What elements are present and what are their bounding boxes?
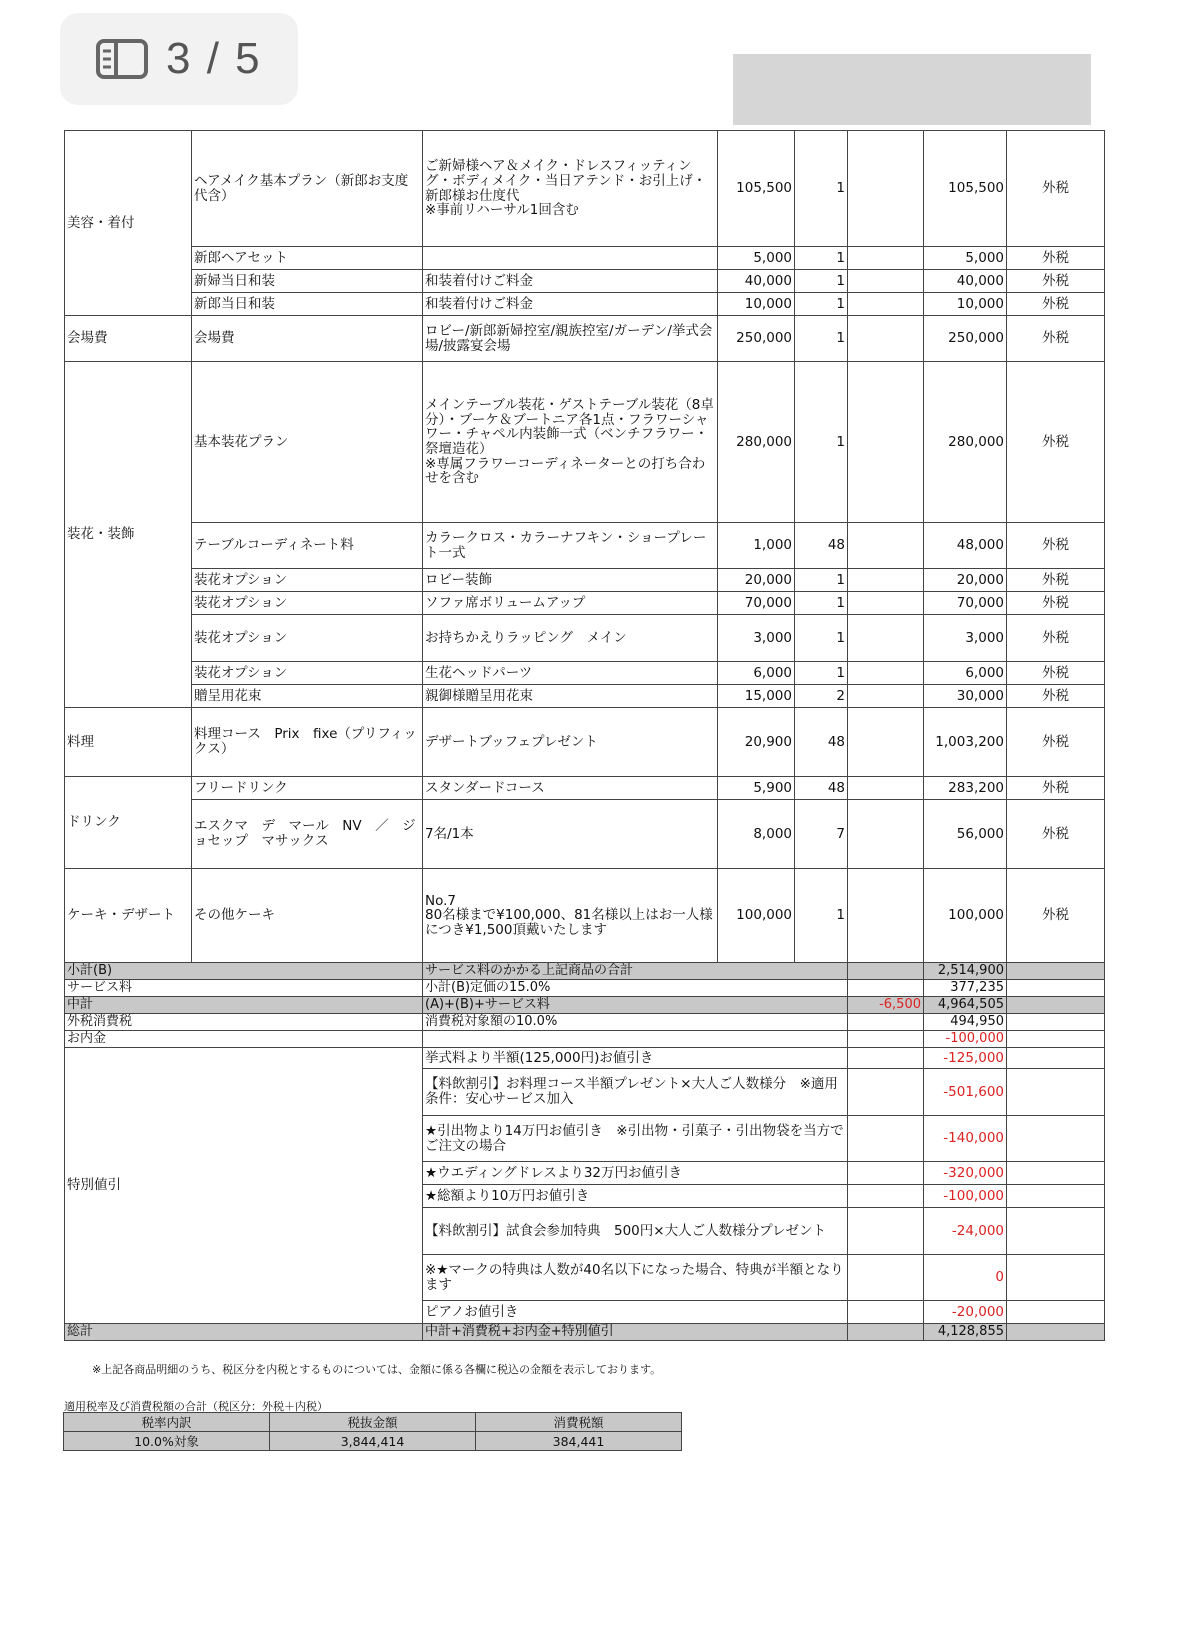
item-name-cell: フリードリンク bbox=[192, 777, 423, 800]
amount-cell: 70,000 bbox=[924, 592, 1007, 615]
tax-note: ※上記各商品明細のうち、税区分を内税とするものについては、金額に係る各欄に税込の金額を表示しております。 bbox=[92, 1363, 662, 1376]
page-indicator[interactable] bbox=[60, 13, 298, 105]
summary-amount: 494,950 bbox=[924, 1014, 1007, 1031]
discount-desc: ピアノお値引き bbox=[423, 1301, 848, 1324]
adjustment-cell bbox=[848, 569, 924, 592]
summary-empty bbox=[1007, 997, 1105, 1014]
summary-desc bbox=[423, 1031, 848, 1048]
item-desc-cell: ロビー/新郎新婦控室/親族控室/ガーデン/挙式会場/披露宴会場 bbox=[423, 316, 718, 362]
amount-cell: 48,000 bbox=[924, 523, 1007, 569]
summary-desc: 小計(B)定価の15.0% bbox=[423, 980, 848, 997]
tax-type-cell: 外税 bbox=[1007, 569, 1105, 592]
adjustment-cell bbox=[848, 131, 924, 247]
item-name-cell: 装花オプション bbox=[192, 615, 423, 662]
amount-cell: 105,500 bbox=[924, 131, 1007, 247]
quantity-cell: 2 bbox=[795, 685, 848, 708]
summary-adjustment bbox=[848, 1014, 924, 1031]
total-adjustment bbox=[848, 1324, 924, 1341]
item-name-cell: 新郎ヘアセット bbox=[192, 247, 423, 270]
discount-amount: -100,000 bbox=[924, 1185, 1007, 1208]
discount-amount: -140,000 bbox=[924, 1116, 1007, 1162]
tax-header: 税率内訳 bbox=[64, 1413, 270, 1432]
discount-desc: ★引出物より14万円お値引き ※引出物・引菓子・引出物袋を当方でご注文の場合 bbox=[423, 1116, 848, 1162]
total-desc: 中計+消費税+お内金+特別値引 bbox=[423, 1324, 848, 1341]
summary-label: お内金 bbox=[65, 1031, 423, 1048]
tax-type-cell: 外税 bbox=[1007, 869, 1105, 963]
item-name-cell: 装花オプション bbox=[192, 662, 423, 685]
unit-price-cell: 70,000 bbox=[718, 592, 795, 615]
adjustment-cell bbox=[848, 777, 924, 800]
item-desc-cell: ソファ席ボリュームアップ bbox=[423, 592, 718, 615]
category-cell: 料理 bbox=[65, 708, 192, 777]
line-item-row bbox=[65, 362, 1105, 523]
unit-price-cell: 20,000 bbox=[718, 569, 795, 592]
summary-adjustment bbox=[848, 980, 924, 997]
tax-cell: 384,441 bbox=[476, 1432, 682, 1451]
item-name-cell: 料理コース Prix fixe（プリフィックス） bbox=[192, 708, 423, 777]
line-item-row bbox=[65, 569, 1105, 592]
summary-row bbox=[65, 997, 1105, 1014]
unit-price-cell: 15,000 bbox=[718, 685, 795, 708]
unit-price-cell: 250,000 bbox=[718, 316, 795, 362]
summary-row bbox=[65, 963, 1105, 980]
discount-adjustment bbox=[848, 1069, 924, 1116]
discount-desc: ★ウエディングドレスより32万円お値引き bbox=[423, 1162, 848, 1185]
item-name-cell: ヘアメイク基本プラン（新郎お支度代含） bbox=[192, 131, 423, 247]
unit-price-cell: 100,000 bbox=[718, 869, 795, 963]
summary-adjustment bbox=[848, 963, 924, 980]
item-desc-cell: ロビー装飾 bbox=[423, 569, 718, 592]
line-item-row bbox=[65, 293, 1105, 316]
adjustment-cell bbox=[848, 592, 924, 615]
adjustment-cell bbox=[848, 708, 924, 777]
discount-amount: -20,000 bbox=[924, 1301, 1007, 1324]
line-item-row bbox=[65, 662, 1105, 685]
total-row bbox=[65, 1324, 1105, 1341]
unit-price-cell: 5,900 bbox=[718, 777, 795, 800]
quantity-cell: 1 bbox=[795, 869, 848, 963]
tax-type-cell: 外税 bbox=[1007, 523, 1105, 569]
item-desc-cell: デザートブッフェプレゼント bbox=[423, 708, 718, 777]
item-desc-cell: 生花ヘッドパーツ bbox=[423, 662, 718, 685]
adjustment-cell bbox=[848, 869, 924, 963]
item-name-cell: 新婦当日和装 bbox=[192, 270, 423, 293]
adjustment-cell bbox=[848, 316, 924, 362]
discount-adjustment bbox=[848, 1048, 924, 1069]
discount-adjustment bbox=[848, 1301, 924, 1324]
item-desc-cell: スタンダードコース bbox=[423, 777, 718, 800]
discount-empty bbox=[1007, 1255, 1105, 1301]
item-name-cell: その他ケーキ bbox=[192, 869, 423, 963]
summary-label: 小計(B) bbox=[65, 963, 423, 980]
item-desc-cell: お持ちかえりラッピング メイン bbox=[423, 615, 718, 662]
line-item-row bbox=[65, 247, 1105, 270]
quantity-cell: 1 bbox=[795, 316, 848, 362]
summary-desc: サービス料のかかる上記商品の合計 bbox=[423, 963, 848, 980]
total-label: 総計 bbox=[65, 1324, 423, 1341]
tax-header: 税抜金額 bbox=[270, 1413, 476, 1432]
tax-type-cell: 外税 bbox=[1007, 662, 1105, 685]
summary-adjustment bbox=[848, 1031, 924, 1048]
discount-empty bbox=[1007, 1301, 1105, 1324]
item-desc-cell: 親御様贈呈用花束 bbox=[423, 685, 718, 708]
amount-cell: 20,000 bbox=[924, 569, 1007, 592]
adjustment-cell bbox=[848, 800, 924, 869]
discount-desc: ※★マークの特典は人数が40名以下になった場合、特典が半額となります bbox=[423, 1255, 848, 1301]
discount-empty bbox=[1007, 1208, 1105, 1255]
unit-price-cell: 5,000 bbox=[718, 247, 795, 270]
line-item-row bbox=[65, 708, 1105, 777]
adjustment-cell bbox=[848, 523, 924, 569]
summary-amount: -100,000 bbox=[924, 1031, 1007, 1048]
tax-type-cell: 外税 bbox=[1007, 247, 1105, 270]
amount-cell: 6,000 bbox=[924, 662, 1007, 685]
item-name-cell: 装花オプション bbox=[192, 569, 423, 592]
amount-cell: 100,000 bbox=[924, 869, 1007, 963]
discount-amount: -24,000 bbox=[924, 1208, 1007, 1255]
item-desc-cell: メインテーブル装花・ゲストテーブル装花（8卓分）・ブーケ＆ブートニア各1点・フラワーシャワー・チャペル内装飾一式（ベンチフラワー・祭壇造花） ※専属フラワーコーディネーターとの打ち合わせを含む bbox=[423, 362, 718, 523]
discount-desc: 【料飲割引】試食会参加特典 500円×大人ご人数様分プレゼント bbox=[423, 1208, 848, 1255]
tax-table-caption: 適用税率及び消費税額の合計（税区分：外税＋内税） bbox=[64, 1400, 328, 1413]
line-item-row bbox=[65, 615, 1105, 662]
adjustment-cell bbox=[848, 293, 924, 316]
summary-label: 中計 bbox=[65, 997, 423, 1014]
unit-price-cell: 3,000 bbox=[718, 615, 795, 662]
item-name-cell: 基本装花プラン bbox=[192, 362, 423, 523]
discount-adjustment bbox=[848, 1162, 924, 1185]
item-desc-cell: ご新婦様ヘア＆メイク・ドレスフィッティング・ボディメイク・当日アテンド・お引上げ・新郎様お仕度代 ※事前リハーサル1回含む bbox=[423, 131, 718, 247]
item-name-cell: テーブルコーディネート料 bbox=[192, 523, 423, 569]
item-name-cell: エスクマ デ マール NV ／ ジョセップ マサックス bbox=[192, 800, 423, 869]
quantity-cell: 1 bbox=[795, 293, 848, 316]
tax-header: 消費税額 bbox=[476, 1413, 682, 1432]
summary-amount: 4,964,505 bbox=[924, 997, 1007, 1014]
discount-empty bbox=[1007, 1048, 1105, 1069]
item-name-cell: 新郎当日和装 bbox=[192, 293, 423, 316]
amount-cell: 280,000 bbox=[924, 362, 1007, 523]
total-empty bbox=[1007, 1324, 1105, 1341]
adjustment-cell bbox=[848, 247, 924, 270]
discount-label: 特別値引 bbox=[65, 1048, 423, 1324]
item-name-cell: 会場費 bbox=[192, 316, 423, 362]
discount-adjustment bbox=[848, 1185, 924, 1208]
summary-amount: 377,235 bbox=[924, 980, 1007, 997]
discount-adjustment bbox=[848, 1116, 924, 1162]
adjustment-cell bbox=[848, 685, 924, 708]
discount-amount: 0 bbox=[924, 1255, 1007, 1301]
amount-cell: 283,200 bbox=[924, 777, 1007, 800]
summary-row bbox=[65, 1014, 1105, 1031]
discount-empty bbox=[1007, 1185, 1105, 1208]
summary-empty bbox=[1007, 1031, 1105, 1048]
tax-type-cell: 外税 bbox=[1007, 362, 1105, 523]
summary-adjustment: -6,500 bbox=[848, 997, 924, 1014]
quantity-cell: 48 bbox=[795, 523, 848, 569]
item-desc-cell: 7名/1本 bbox=[423, 800, 718, 869]
category-cell: ケーキ・デザート bbox=[65, 869, 192, 963]
discount-amount: -501,600 bbox=[924, 1069, 1007, 1116]
line-item-row bbox=[65, 523, 1105, 569]
quantity-cell: 48 bbox=[795, 708, 848, 777]
discount-adjustment bbox=[848, 1255, 924, 1301]
summary-desc: 消費税対象額の10.0% bbox=[423, 1014, 848, 1031]
amount-cell: 40,000 bbox=[924, 270, 1007, 293]
line-item-row bbox=[65, 316, 1105, 362]
summary-row bbox=[65, 1031, 1105, 1048]
estimate-table bbox=[64, 130, 1105, 1341]
unit-price-cell: 8,000 bbox=[718, 800, 795, 869]
quantity-cell: 1 bbox=[795, 247, 848, 270]
line-item-row bbox=[65, 131, 1105, 247]
discount-desc: 【料飲割引】お料理コース半額プレゼント×大人ご人数様分 ※適用条件：安心サービス加入 bbox=[423, 1069, 848, 1116]
discount-empty bbox=[1007, 1116, 1105, 1162]
unit-price-cell: 10,000 bbox=[718, 293, 795, 316]
discount-desc: 挙式料より半額(125,000円)お値引き bbox=[423, 1048, 848, 1069]
tax-type-cell: 外税 bbox=[1007, 708, 1105, 777]
category-cell: ドリンク bbox=[65, 777, 192, 869]
total-amount: 4,128,855 bbox=[924, 1324, 1007, 1341]
line-item-row bbox=[65, 685, 1105, 708]
unit-price-cell: 280,000 bbox=[718, 362, 795, 523]
tax-type-cell: 外税 bbox=[1007, 293, 1105, 316]
summary-empty bbox=[1007, 963, 1105, 980]
item-desc-cell bbox=[423, 247, 718, 270]
quantity-cell: 1 bbox=[795, 131, 848, 247]
discount-desc: ★総額より10万円お値引き bbox=[423, 1185, 848, 1208]
discount-empty bbox=[1007, 1069, 1105, 1116]
unit-price-cell: 6,000 bbox=[718, 662, 795, 685]
redacted-area bbox=[733, 54, 1091, 125]
unit-price-cell: 40,000 bbox=[718, 270, 795, 293]
tax-type-cell: 外税 bbox=[1007, 777, 1105, 800]
discount-amount: -125,000 bbox=[924, 1048, 1007, 1069]
quantity-cell: 48 bbox=[795, 777, 848, 800]
amount-cell: 30,000 bbox=[924, 685, 1007, 708]
item-name-cell: 贈呈用花束 bbox=[192, 685, 423, 708]
unit-price-cell: 105,500 bbox=[718, 131, 795, 247]
summary-label: 外税消費税 bbox=[65, 1014, 423, 1031]
adjustment-cell bbox=[848, 662, 924, 685]
quantity-cell: 1 bbox=[795, 615, 848, 662]
quantity-cell: 1 bbox=[795, 569, 848, 592]
category-cell: 会場費 bbox=[65, 316, 192, 362]
tax-type-cell: 外税 bbox=[1007, 316, 1105, 362]
amount-cell: 56,000 bbox=[924, 800, 1007, 869]
adjustment-cell bbox=[848, 362, 924, 523]
tax-type-cell: 外税 bbox=[1007, 270, 1105, 293]
summary-empty bbox=[1007, 1014, 1105, 1031]
quantity-cell: 1 bbox=[795, 592, 848, 615]
line-item-row bbox=[65, 777, 1105, 800]
quantity-cell: 7 bbox=[795, 800, 848, 869]
amount-cell: 10,000 bbox=[924, 293, 1007, 316]
tax-summary-table bbox=[63, 1412, 682, 1451]
quantity-cell: 1 bbox=[795, 270, 848, 293]
sidebar-panel-icon bbox=[96, 39, 148, 79]
line-item-row bbox=[65, 270, 1105, 293]
summary-label: サービス料 bbox=[65, 980, 423, 997]
quantity-cell: 1 bbox=[795, 662, 848, 685]
tax-cell: 10.0%対象 bbox=[64, 1432, 270, 1451]
summary-empty bbox=[1007, 980, 1105, 997]
discount-row bbox=[65, 1048, 1105, 1069]
item-desc-cell: 和装着付けご料金 bbox=[423, 293, 718, 316]
line-item-row bbox=[65, 800, 1105, 869]
line-item-row bbox=[65, 592, 1105, 615]
tax-type-cell: 外税 bbox=[1007, 615, 1105, 662]
unit-price-cell: 1,000 bbox=[718, 523, 795, 569]
discount-empty bbox=[1007, 1162, 1105, 1185]
amount-cell: 1,003,200 bbox=[924, 708, 1007, 777]
page-number: 3 / 5 bbox=[166, 34, 262, 83]
summary-desc: (A)+(B)+サービス料 bbox=[423, 997, 848, 1014]
adjustment-cell bbox=[848, 270, 924, 293]
item-desc-cell: No.7 80名様まで¥100,000、81名様以上はお一人様につき¥1,500頂戴いたします bbox=[423, 869, 718, 963]
item-desc-cell: 和装着付けご料金 bbox=[423, 270, 718, 293]
line-item-row bbox=[65, 869, 1105, 963]
unit-price-cell: 20,900 bbox=[718, 708, 795, 777]
discount-adjustment bbox=[848, 1208, 924, 1255]
summary-row bbox=[65, 980, 1105, 997]
tax-cell: 3,844,414 bbox=[270, 1432, 476, 1451]
summary-amount: 2,514,900 bbox=[924, 963, 1007, 980]
category-cell: 装花・装飾 bbox=[65, 362, 192, 708]
tax-type-cell: 外税 bbox=[1007, 592, 1105, 615]
tax-type-cell: 外税 bbox=[1007, 800, 1105, 869]
discount-amount: -320,000 bbox=[924, 1162, 1007, 1185]
quantity-cell: 1 bbox=[795, 362, 848, 523]
amount-cell: 5,000 bbox=[924, 247, 1007, 270]
item-name-cell: 装花オプション bbox=[192, 592, 423, 615]
amount-cell: 250,000 bbox=[924, 316, 1007, 362]
adjustment-cell bbox=[848, 615, 924, 662]
tax-type-cell: 外税 bbox=[1007, 685, 1105, 708]
item-desc-cell: カラークロス・カラーナフキン・ショープレート一式 bbox=[423, 523, 718, 569]
amount-cell: 3,000 bbox=[924, 615, 1007, 662]
tax-type-cell: 外税 bbox=[1007, 131, 1105, 247]
category-cell: 美容・着付 bbox=[65, 131, 192, 316]
